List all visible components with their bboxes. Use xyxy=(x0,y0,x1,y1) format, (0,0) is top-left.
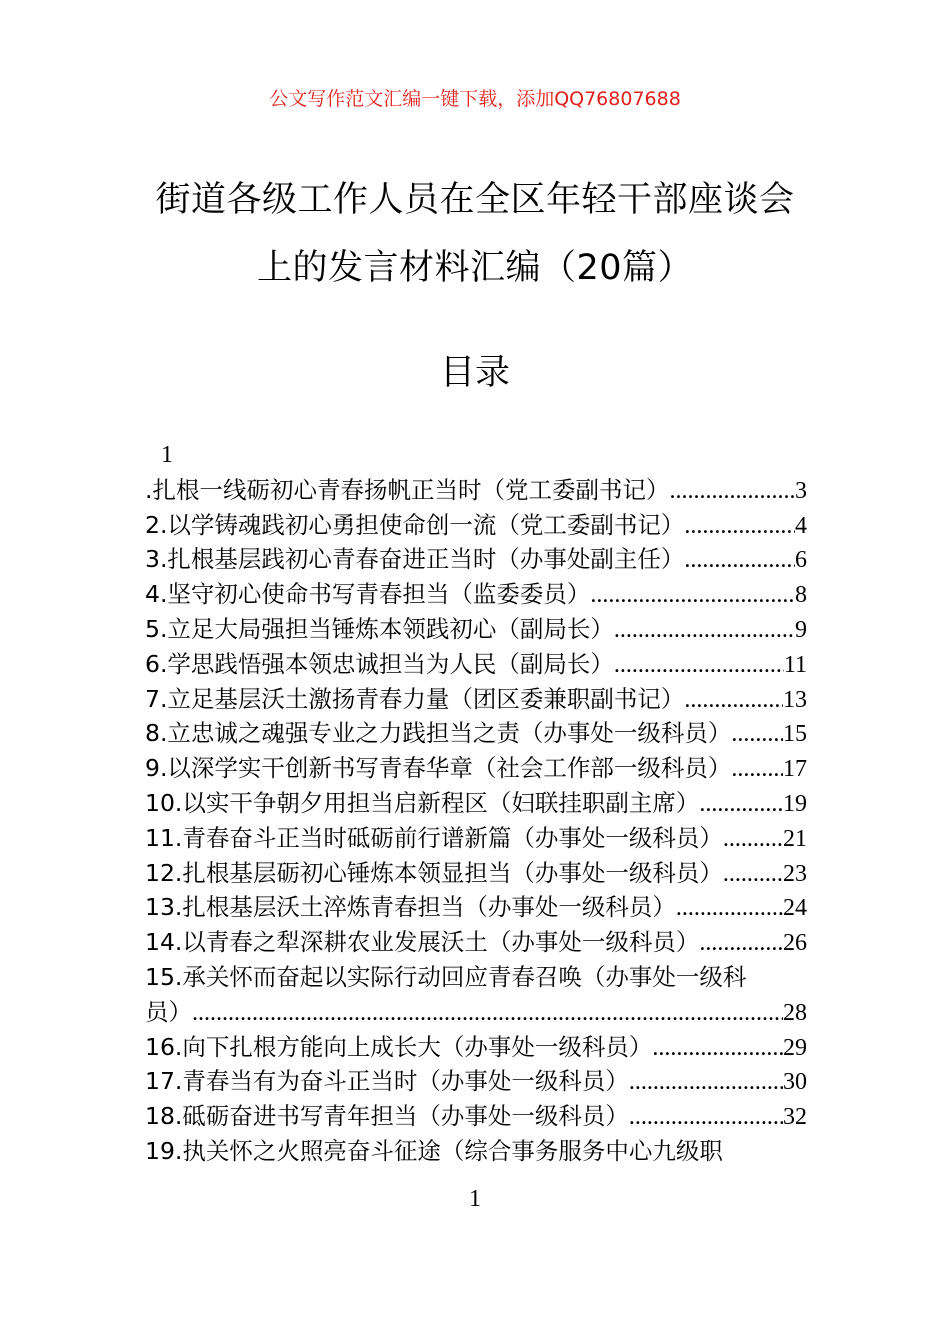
toc-entry-page: 15 xyxy=(783,721,807,748)
toc-entry-title: 17.青春当有为奋斗正当时（办事处一级科员） xyxy=(145,1067,629,1096)
toc-entry-title: 7.立足基层沃土激扬青春力量（团区委兼职副书记） xyxy=(145,684,685,713)
toc-entry-title: 6.学思践悟强本领忠诚担当为人民（副局长） xyxy=(145,649,614,678)
toc-entry-page: 21 xyxy=(783,825,807,852)
toc-entry-page: 6 xyxy=(795,547,807,574)
toc-dot-leader xyxy=(629,1065,783,1100)
toc-dot-leader xyxy=(699,787,783,822)
toc-dot-leader xyxy=(731,752,783,787)
toc-entry-title: 12.扎根基层砺初心锤炼本领显担当（办事处一级科员） xyxy=(145,858,723,887)
toc-entry[interactable] xyxy=(145,925,807,960)
toc-dot-leader xyxy=(676,891,783,926)
toc-dot-leader xyxy=(652,1031,783,1066)
toc-entry-page: 32 xyxy=(783,1104,807,1131)
toc-dot-leader xyxy=(723,857,783,892)
toc-entry[interactable] xyxy=(145,1134,807,1169)
toc-entry-title: 14.以青春之犁深耕农业发展沃土（办事处一级科员） xyxy=(145,928,700,957)
toc-entry[interactable] xyxy=(145,682,807,717)
toc-entry-page: 3 xyxy=(795,477,807,504)
toc-entry[interactable] xyxy=(145,786,807,821)
toc-dot-leader xyxy=(684,543,795,578)
toc-entry-page: 19 xyxy=(783,790,807,817)
toc-entry-title: 15.承关怀而奋起以实际行动回应青春召唤（办事处一级科 xyxy=(145,962,747,991)
toc-entry[interactable] xyxy=(145,508,807,543)
toc-entry-title: 8.立忠诚之魂强专业之力践担当之责（办事处一级科员） xyxy=(145,719,732,748)
toc-entry-page: 30 xyxy=(783,1069,807,1096)
toc-entry[interactable] xyxy=(145,716,807,751)
toc-entry-page: 9 xyxy=(795,616,807,643)
toc-entry-page: 28 xyxy=(783,999,807,1026)
toc-entry[interactable] xyxy=(145,821,807,856)
toc-dot-leader xyxy=(590,578,795,613)
toc-entry[interactable] xyxy=(145,995,807,1030)
toc-entry-title: 2.以学铸魂践初心勇担使命创一流（党工委副书记） xyxy=(145,510,685,539)
toc-dot-leader xyxy=(629,1100,783,1135)
toc-entry-page: 26 xyxy=(783,930,807,957)
toc-entry[interactable] xyxy=(145,647,807,682)
toc-dot-leader xyxy=(723,822,783,857)
toc-entry[interactable] xyxy=(145,438,807,473)
toc-entry-title: 10.以实干争朝夕用担当启新程区（妇联挂职副主席） xyxy=(145,788,700,817)
toc-entry-title: 5.立足大局强担当锤炼本领践初心（副局长） xyxy=(145,614,614,643)
toc-dot-leader xyxy=(699,926,783,961)
toc-entry[interactable] xyxy=(145,890,807,925)
toc-entry-page: 11 xyxy=(783,651,807,678)
toc-entry[interactable] xyxy=(145,577,807,612)
toc-entry-page: 23 xyxy=(783,860,807,887)
toc-entry-page: 17 xyxy=(783,756,807,783)
toc-entry[interactable] xyxy=(145,542,807,577)
toc-entry-title: 19.执关怀之火照亮奋斗征途（综合事务服务中心九级职 xyxy=(145,1136,723,1165)
toc-entry[interactable] xyxy=(145,473,807,508)
toc-entry[interactable] xyxy=(145,1030,807,1065)
toc-dot-leader xyxy=(669,474,795,509)
page-number: 1 xyxy=(469,1186,481,1212)
toc-entry[interactable] xyxy=(145,1099,807,1134)
toc-entry-title: 11.青春奋斗正当时砥砺前行谱新篇（办事处一级科员） xyxy=(145,823,723,852)
toc-entry-title: 3.扎根基层践初心青春奋进正当时（办事处副主任） xyxy=(145,545,685,574)
toc-dot-leader xyxy=(684,683,783,718)
toc-entry-title: 9.以深学实干创新书写青春华章（社会工作部一级科员） xyxy=(145,754,732,783)
toc-entry-page: 29 xyxy=(783,1034,807,1061)
toc-entry-page: 24 xyxy=(783,895,807,922)
toc-entry-page: 13 xyxy=(783,686,807,713)
toc-entry-page: 4 xyxy=(795,512,807,539)
toc-dot-leader xyxy=(614,648,784,683)
table-of-contents xyxy=(145,438,807,1169)
toc-entry-title: 4.坚守初心使命书写青春担当（监委委员） xyxy=(145,580,591,609)
toc-entry[interactable] xyxy=(145,1064,807,1099)
toc-entry[interactable] xyxy=(145,612,807,647)
document-title-line-1: 街道各级工作人员在全区年轻干部座谈会 xyxy=(155,180,795,220)
toc-dot-leader xyxy=(192,996,783,1031)
toc-entry-title: 18.砥砺奋进书写青年担当（办事处一级科员） xyxy=(145,1102,629,1131)
toc-entry-title: 13.扎根基层沃土淬炼青春担当（办事处一级科员） xyxy=(145,893,676,922)
toc-entry[interactable] xyxy=(145,751,807,786)
toc-entry-title: 1 xyxy=(161,442,173,468)
toc-dot-leader xyxy=(614,613,795,648)
toc-entry[interactable] xyxy=(145,856,807,891)
toc-dot-leader xyxy=(731,717,783,752)
watermark-banner: 公文写作范文汇编一键下载，添加QQ76807688 xyxy=(269,88,681,110)
toc-dot-leader xyxy=(684,509,795,544)
toc-entry-page: 8 xyxy=(795,582,807,609)
document-title-line-2: 上的发言材料汇编（20篇） xyxy=(256,248,694,288)
toc-entry-title: .扎根一线砺初心青春扬帆正当时（党工委副书记） xyxy=(145,475,670,504)
toc-heading: 目录 xyxy=(439,353,510,393)
toc-entry-title: 员） xyxy=(145,997,192,1026)
toc-entry[interactable] xyxy=(145,960,807,995)
toc-entry-title: 16.向下扎根方能向上成长大（办事处一级科员） xyxy=(145,1032,653,1061)
